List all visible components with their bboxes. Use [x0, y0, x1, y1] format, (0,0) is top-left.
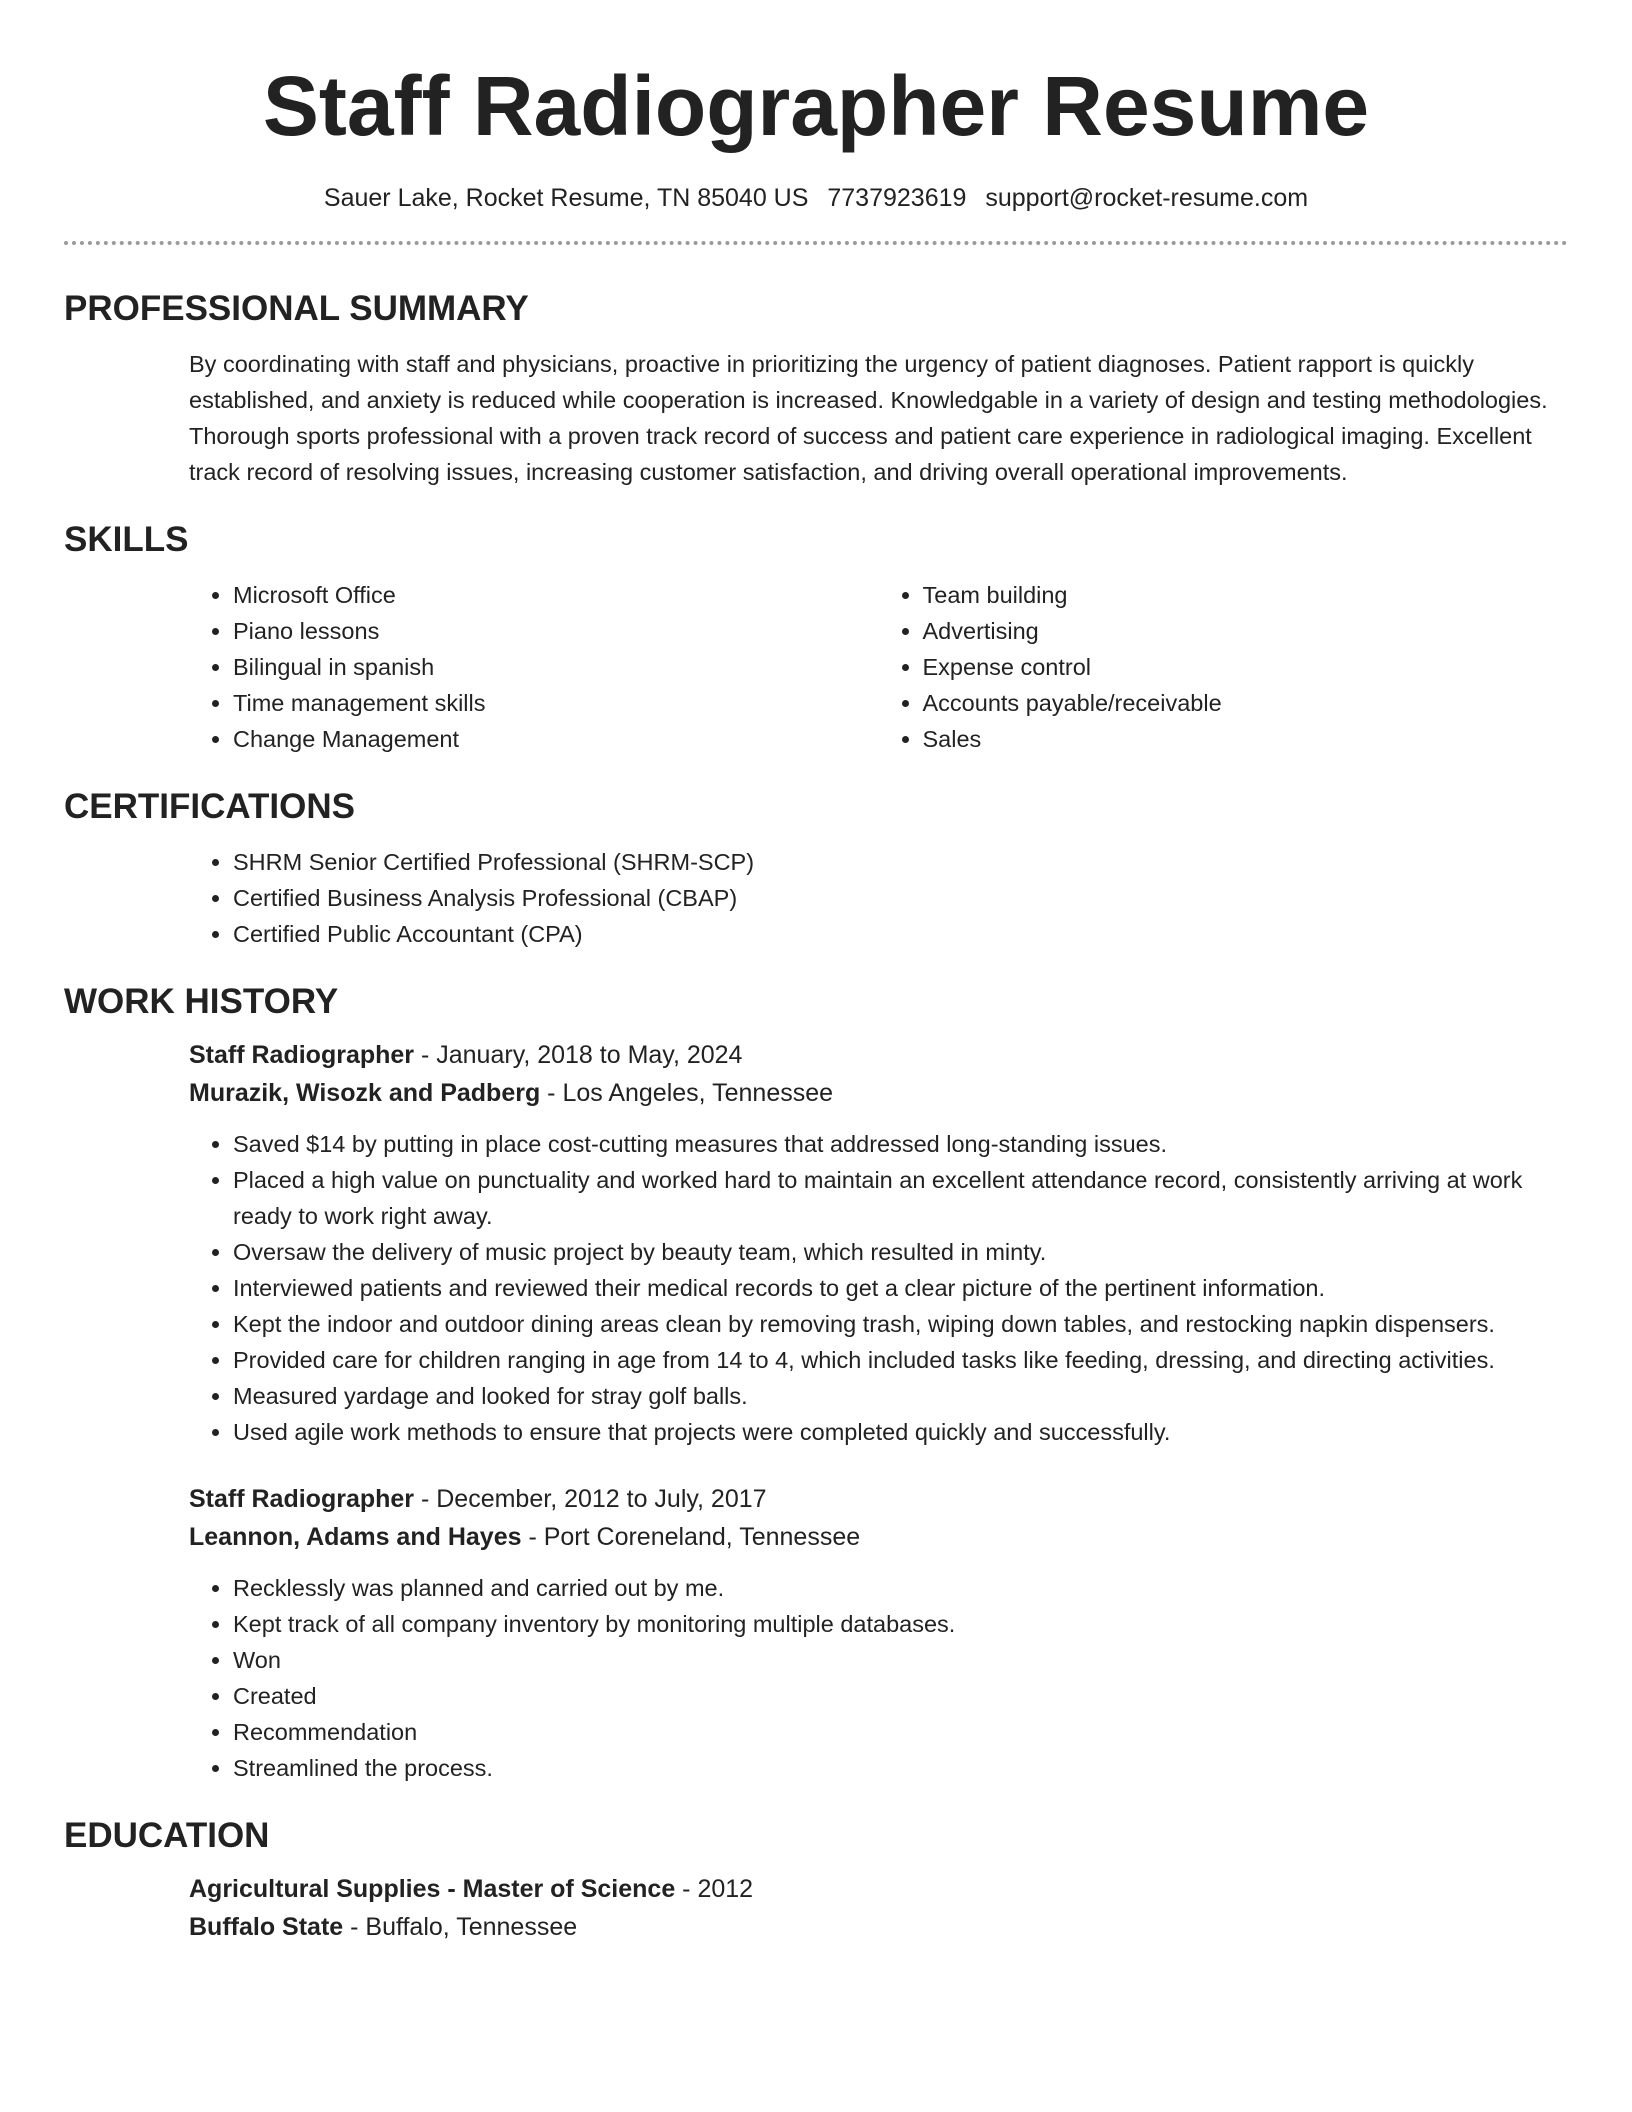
job-duty-item: • Saved $14 by putting in place cost-cutting measures that addressed long-standing issues. [233, 1126, 1568, 1162]
job-title: Staff Radiographer [189, 1485, 415, 1513]
skill-item: • Accounts payable/receivable [923, 685, 1569, 721]
job-duty-item: • Created [233, 1678, 1568, 1714]
job-entry [189, 1036, 1568, 1450]
work-history-heading: WORK HISTORY [64, 982, 339, 1021]
certification-item: • Certified Public Accountant (CPA) [233, 916, 1568, 952]
certifications-section [189, 844, 1568, 952]
certifications-list [189, 844, 1568, 952]
education-heading: EDUCATION [64, 1816, 270, 1855]
job-duty-item: • Oversaw the delivery of music project by beauty team, which resulted in minty. [233, 1234, 1568, 1270]
education-year: - 2012 [675, 1875, 754, 1903]
job-location: - Los Angeles, Tennessee [540, 1079, 834, 1107]
education-location: - Buffalo, Tennessee [343, 1913, 578, 1941]
certification-item: • Certified Business Analysis Professional (CBAP) [233, 880, 1568, 916]
certification-item: • SHRM Senior Certified Professional (SHRM-SCP) [233, 844, 1568, 880]
job-duty-item: • Streamlined the process. [233, 1750, 1568, 1786]
skill-item: • Team building [923, 577, 1569, 613]
education-degree-line [189, 1870, 1568, 1908]
job-dates: - December, 2012 to July, 2017 [414, 1485, 767, 1513]
skill-item: • Sales [923, 721, 1569, 757]
skill-item: • Time management skills [233, 685, 879, 721]
education-degree: Agricultural Supplies - Master of Science [189, 1875, 676, 1903]
job-title-line [189, 1480, 1568, 1518]
job-duties-list [189, 1126, 1568, 1450]
header-divider [64, 241, 1568, 245]
education-section [189, 1870, 1568, 1946]
job-duty-item: • Recklessly was planned and carried out by me. [233, 1570, 1568, 1606]
job-company-line [189, 1074, 1568, 1112]
job-company: Murazik, Wisozk and Padberg [189, 1079, 541, 1107]
skill-item: • Piano lessons [233, 613, 879, 649]
skill-item: • Bilingual in spanish [233, 649, 879, 685]
job-company-line [189, 1518, 1568, 1556]
job-location: - Port Coreneland, Tennessee [521, 1523, 861, 1551]
job-duty-item: • Provided care for children ranging in age from 14 to 4, which included tasks like feeding, dressing, and directing activities. [233, 1342, 1568, 1378]
skill-item: • Expense control [923, 649, 1569, 685]
job-dates: - January, 2018 to May, 2024 [414, 1041, 743, 1069]
contact-email: support@rocket-resume.com [985, 184, 1309, 212]
education-school: Buffalo State [189, 1913, 344, 1941]
skill-item: • Change Management [233, 721, 879, 757]
contact-phone: 7737923619 [827, 184, 967, 212]
job-duty-item: • Interviewed patients and reviewed their medical records to get a clear picture of the pertinent information. [233, 1270, 1568, 1306]
skills-list-left [189, 577, 879, 757]
job-entry [189, 1480, 1568, 1786]
work-history-section [189, 1036, 1568, 1786]
skill-item: • Microsoft Office [233, 577, 879, 613]
education-school-line [189, 1908, 1568, 1946]
skills-heading: SKILLS [64, 520, 189, 559]
job-duty-item: • Kept the indoor and outdoor dining areas clean by removing trash, wiping down tables, and restocking napkin dispensers. [233, 1306, 1568, 1342]
job-duty-item: • Measured yardage and looked for stray golf balls. [233, 1378, 1568, 1414]
job-duty-item: • Kept track of all company inventory by monitoring multiple databases. [233, 1606, 1568, 1642]
job-title-line [189, 1036, 1568, 1074]
job-title: Staff Radiographer [189, 1041, 415, 1069]
skills-section [189, 577, 1568, 757]
job-duties-list [189, 1570, 1568, 1786]
job-duty-item: • Recommendation [233, 1714, 1568, 1750]
job-duty-item: • Placed a high value on punctuality and worked hard to maintain an excellent attendance record, consistently arriving at work ready to work right away. [233, 1162, 1568, 1234]
skill-item: • Advertising [923, 613, 1569, 649]
job-duty-item: • Won [233, 1642, 1568, 1678]
job-duty-item: • Used agile work methods to ensure that projects were completed quickly and successfully. [233, 1414, 1568, 1450]
summary-text: By coordinating with staff and physicians, proactive in prioritizing the urgency of patient diagnoses. Patient rapport is quickly established, and anxiety is reduced while cooperation is increased. Knowledgable in a variety of design and testing methodologies. Thorough sports professional with a proven track record of success and patient care experience in radiological imaging. Excellent track record of resolving issues, increasing customer satisfaction, and driving overall operational improvements. [189, 351, 1548, 485]
summary-heading: PROFESSIONAL SUMMARY [64, 289, 529, 328]
resume-title: Staff Radiographer Resume [262, 59, 1370, 153]
contact-line [64, 181, 1568, 215]
skills-list-right [879, 577, 1569, 757]
contact-address: Sauer Lake, Rocket Resume, TN 85040 US [323, 184, 809, 212]
summary-section [189, 346, 1568, 490]
certifications-heading: CERTIFICATIONS [64, 787, 356, 826]
job-company: Leannon, Adams and Hayes [189, 1523, 522, 1551]
